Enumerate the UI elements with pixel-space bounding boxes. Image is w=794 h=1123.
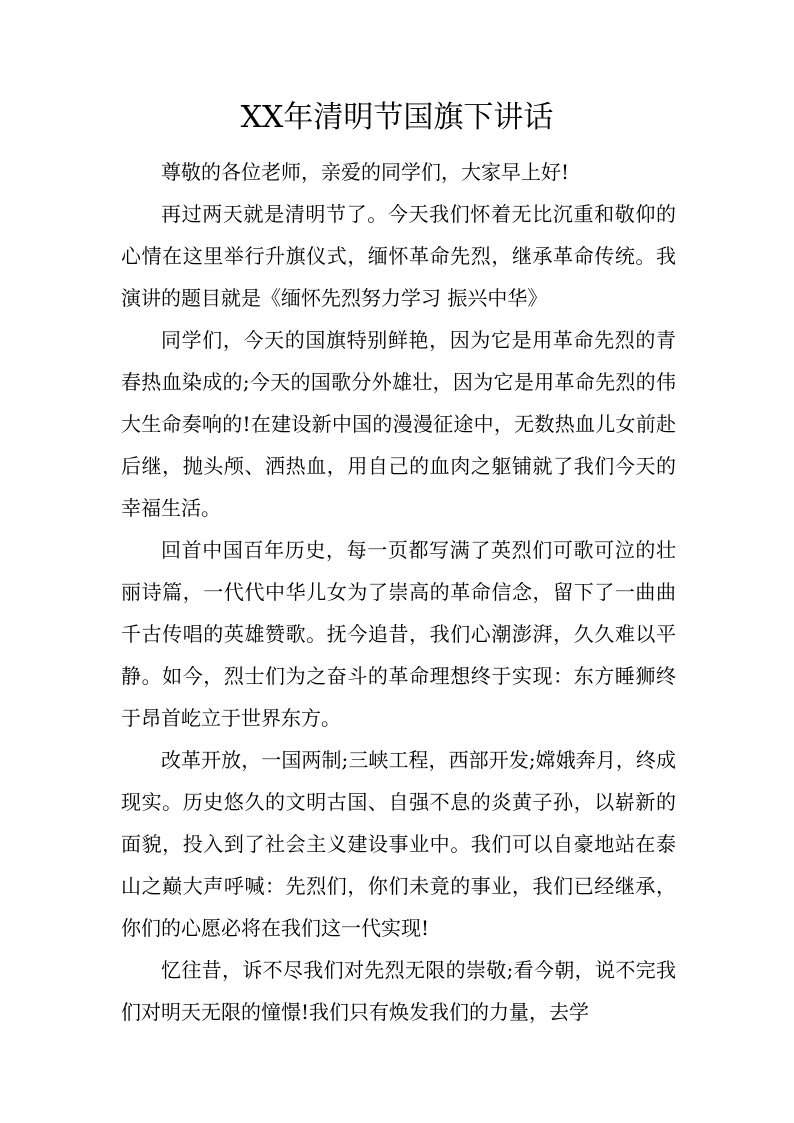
document-title: XX年清明节国旗下讲话 bbox=[240, 100, 554, 135]
paragraph-greeting: 尊敬的各位老师，亲爱的同学们，大家早上好! bbox=[161, 160, 570, 184]
paragraph-intro: 再过两天就是清明节了。今天我们怀着无比沉重和敬仰的心情在这里举行升旗仪式，缅怀革命先烈，继承革命传统。我演讲的题目就是《缅怀先烈努力学习 振兴中华》 bbox=[121, 202, 676, 310]
paragraph-history: 回首中国百年历史，每一页都写满了英烈们可歌可泣的壮丽诗篇，一代代中华儿女为了崇高的革命信念，留下了一曲曲千古传唱的英雄赞歌。抚今追昔，我们心潮澎湃，久久难以平静。如今，烈士们为之奋斗的革命理想终于实现：东方睡狮终于昂首屹立于世界东方。 bbox=[121, 538, 676, 730]
document-body bbox=[121, 151, 676, 1033]
paragraph-flag-anthem: 同学们，今天的国旗特别鲜艳，因为它是用革命先烈的青春热血染成的;今天的国歌分外雄壮，因为它是用革命先烈的伟大生命奏响的!在建设新中国的漫漫征途中，无数热血儿女前赴后继，抛头颅、洒热血，用自己的血肉之躯铺就了我们今天的幸福生活。 bbox=[121, 328, 676, 520]
paragraph-reflection: 忆往昔，诉不尽我们对先烈无限的崇敬;看今朝，说不完我们对明天无限的憧憬!我们只有焕发我们的力量，去学 bbox=[121, 958, 676, 1024]
paragraph-reform: 改革开放，一国两制;三峡工程，西部开发;嫦娥奔月，终成现实。历史悠久的文明古国、自强不息的炎黄子孙，以崭新的面貌，投入到了社会主义建设事业中。我们可以自豪地站在泰山之巅大声呼喊：先烈们，你们未竟的事业，我们已经继承，你们的心愿必将在我们这一代实现! bbox=[121, 748, 676, 940]
